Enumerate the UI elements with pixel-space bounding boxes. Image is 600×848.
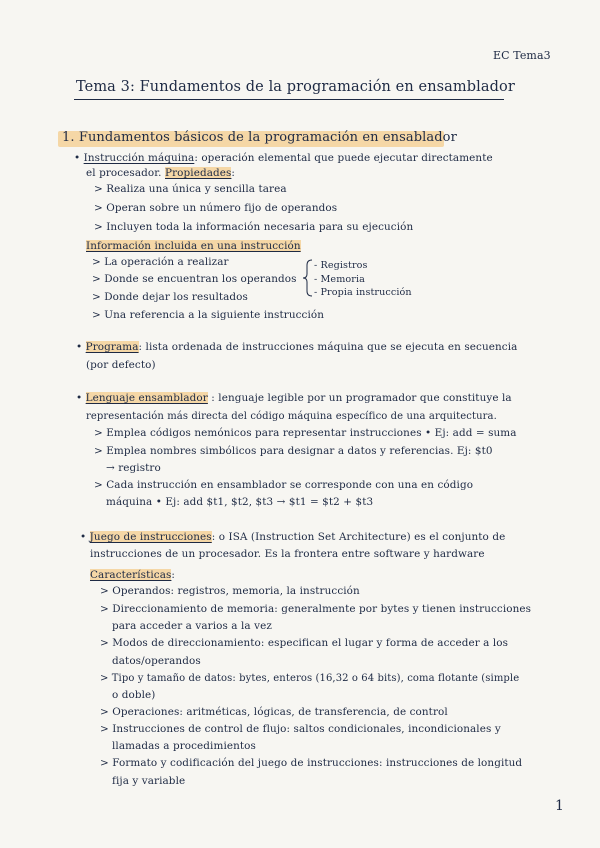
juego-definition-line1: • Juego de instrucciones: o ISA (Instruction Set Architecture) es el conjunto de (80, 531, 506, 543)
characteristic-item-cont: fija y variable (112, 775, 186, 787)
info-item: > Donde se encuentran los operandos (92, 273, 297, 285)
section-heading: 1. Fundamentos básicos de la programación en ensablador (62, 130, 457, 145)
instruccion-def2: el procesador. (86, 167, 162, 179)
juego-definition-line2: instrucciones de un procesador. Es la frontera entre software y hardware (90, 548, 485, 560)
programa-definition-line1: • Programa: lista ordenada de instrucciones máquina que se ejecuta en secuencia (76, 341, 518, 353)
characteristic-item: > Direccionamiento de memoria: generalmente por bytes y tienen instrucciones (100, 603, 532, 615)
characteristic-item: > Formato y codificación del juego de instrucciones: instrucciones de longitud (100, 757, 523, 769)
info-item: > Una referencia a la siguiente instrucción (92, 309, 325, 321)
page-number: 1 (555, 798, 565, 814)
page-header: EC Tema3 (493, 49, 551, 62)
characteristic-item: > Modos de direccionamiento: especifican el lugar y forma de acceder a los (100, 637, 509, 649)
instruccion-definition-line1: • Instrucción máquina: operación elemental que puede ejecutar directamente (74, 152, 493, 164)
lenguaje-item: > Emplea nombres simbólicos para designar a datos y referencias. Ej: $t0 (94, 445, 493, 457)
property-item: > Incluyen toda la información necesaria para su ejecución (94, 221, 414, 233)
characteristic-item-cont: llamadas a procedimientos (112, 740, 256, 752)
properties-label: Propiedades (165, 167, 232, 179)
instruccion-definition-line2: el procesador. Propiedades: (86, 167, 236, 179)
characteristic-item-cont: o doble) (112, 689, 156, 701)
programa-term: Programa (85, 341, 139, 353)
characteristics-label: Características: (90, 569, 176, 581)
lenguaje-item: > Cada instrucción en ensamblador se corresponde con una en código (94, 479, 474, 491)
title-underline (74, 99, 504, 100)
property-item: > Realiza una única y sencilla tarea (94, 183, 287, 195)
lenguaje-term: Lenguaje ensamblador (85, 392, 208, 404)
characteristic-item: > Operaciones: aritméticas, lógicas, de transferencia, de control (100, 706, 448, 718)
info-item: > La operación a realizar (92, 256, 229, 268)
juego-term: Juego de instrucciones (89, 531, 212, 543)
info-item: > Donde dejar los resultados (92, 291, 248, 303)
property-item: > Operan sobre un número fijo de operandos (94, 202, 338, 214)
characteristic-item: > Instrucciones de control de flujo: saltos condicionales, incondicionales y (100, 723, 501, 735)
lenguaje-item: > Emplea códigos nemónicos para representar instrucciones • Ej: add = suma (94, 427, 517, 439)
characteristic-item: > Operandos: registros, memoria, la instrucción (100, 585, 360, 597)
operand-locations: - Registros - Memoria - Propia instrucción (314, 260, 412, 298)
instruccion-def1: : operación elemental que puede ejecutar directamente (194, 152, 493, 164)
characteristic-item-cont: datos/operandos (112, 655, 201, 667)
info-label: Información incluida en una instrucción (86, 240, 301, 252)
instruccion-term: Instrucción máquina (83, 152, 195, 164)
lenguaje-item-cont: máquina • Ej: add $t1, $t2, $t3 → $t1 = $t2 + $t3 (106, 496, 374, 508)
programa-definition-line2: (por defecto) (86, 359, 156, 371)
lenguaje-item-cont: → registro (106, 462, 161, 474)
page-title: Tema 3: Fundamentos de la programación en ensamblador (76, 79, 515, 95)
characteristic-item: > Tipo y tamaño de datos: bytes, enteros (16,32 o 64 bits), coma flotante (simple (100, 673, 520, 684)
lenguaje-definition-line2: representación más directa del código máquina específico de una arquitectura. (86, 411, 497, 422)
brace-icon (302, 259, 314, 297)
lenguaje-definition-line1: • Lenguaje ensamblador : lenguaje legible por un programador que constituye la (76, 392, 512, 404)
characteristic-item-cont: para acceder a varios a la vez (112, 620, 272, 632)
